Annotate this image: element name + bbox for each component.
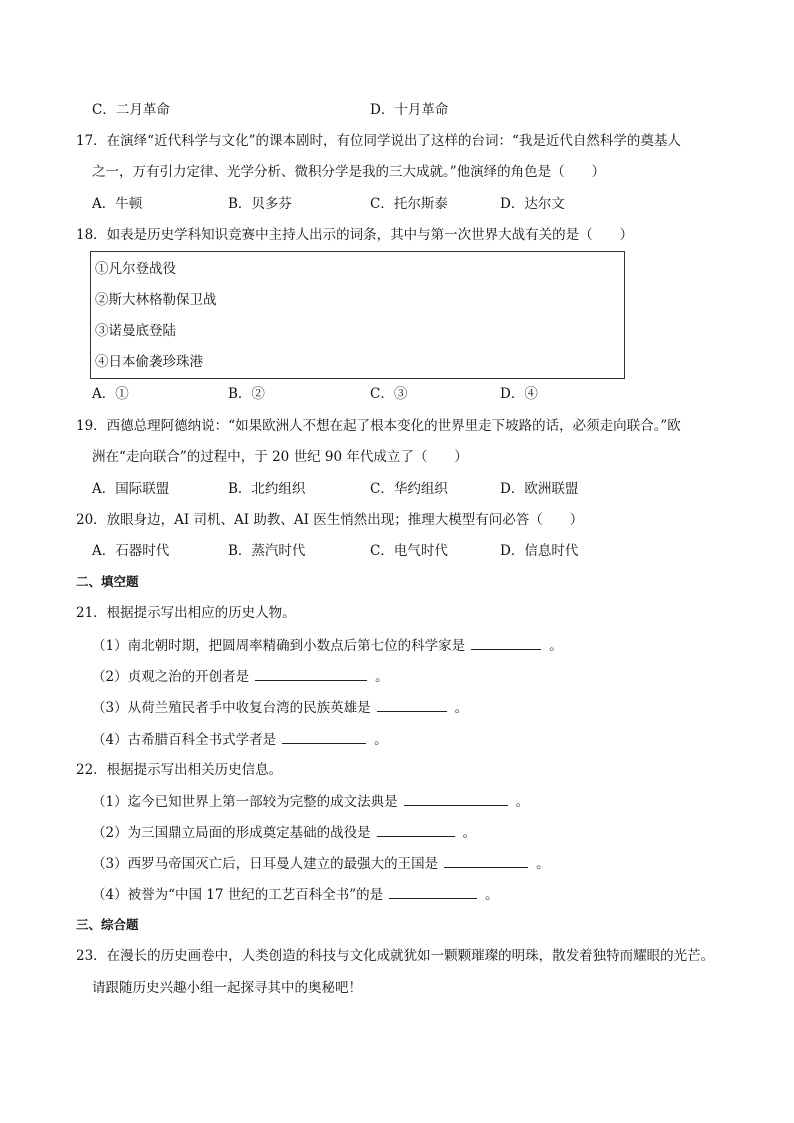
q17-option-d: D．达尔文 [500, 196, 565, 212]
q17-stem-line2: 之一，万有引力定律、光学分析、微积分学是我的三大成就。”他演绎的角色是（ ） [92, 164, 606, 180]
q19-option-a: A．国际联盟 [92, 481, 170, 497]
q20-option-b: B．蒸汽时代 [228, 543, 306, 559]
q18-stem: 18．如表是历史学科知识竞赛中主持人出示的词条，其中与第一次世界大战有关的是（ ） [76, 227, 634, 243]
q17-stem-line1: 17．在演绎“近代科学与文化”的课本剧时，有位同学说出了这样的台词：“我是近代自然科学的奠基人 [76, 133, 681, 149]
q21-item-1-text: （1）南北朝时期，把圆周率精确到小数点后第七位的科学家是 [92, 638, 466, 654]
q22-item-4-text: （4）被誉为“中国 17 世纪的工艺百科全书”的是 [92, 887, 384, 903]
q18-term-table [90, 251, 625, 379]
q20-option-d: D．信息时代 [500, 543, 579, 559]
q22-item-1-end: 。 [515, 794, 530, 810]
q21-item-4-text: （4）古希腊百科全书式学者是 [92, 732, 277, 748]
q22-item-2 [92, 822, 476, 843]
q18-option-d: D．④ [500, 386, 538, 402]
q17-option-a: A．牛顿 [92, 196, 143, 212]
q17-option-b: B．贝多芬 [228, 196, 292, 212]
section-heading-fill-in: 二、填空题 [76, 574, 139, 589]
q23-stem-line2: 请跟随历史兴趣小组一起探寻其中的奥秘吧！ [92, 980, 362, 996]
q22-item-2-text: （2）为三国鼎立局面的形成奠定基础的战役是 [92, 825, 371, 841]
q22-item-3-end: 。 [536, 856, 550, 872]
q18-term-1: ①凡尔登战役 [95, 261, 176, 277]
answer-blank[interactable] [389, 884, 477, 899]
q18-term-2: ②斯大林格勒保卫战 [95, 292, 217, 308]
q21-item-4-end: 。 [374, 732, 388, 748]
q22-item-4-end: 。 [485, 887, 499, 903]
q21-item-3-end: 。 [454, 700, 469, 716]
q21-item-2-text: （2）贞观之治的开创者是 [92, 669, 250, 685]
q21-item-2-end: 。 [375, 669, 389, 685]
q21-item-4 [92, 729, 388, 750]
q16-option-d: D．十月革命 [370, 102, 449, 118]
q18-term-3: ③诺曼底登陆 [95, 323, 176, 339]
answer-blank[interactable] [282, 729, 366, 744]
q16-option-c: C．二月革命 [92, 102, 170, 118]
q21-stem: 21．根据提示写出相应的历史人物。 [76, 605, 296, 621]
q20-option-a: A．石器时代 [92, 543, 170, 559]
q21-item-3-text: （3）从荷兰殖民者手中收复台湾的民族英雄是 [92, 700, 371, 716]
q20-stem: 20．放眼身边，AI 司机、AI 助教、AI 医生悄然出现；推理大模型有问必答（ ） [76, 512, 584, 528]
answer-blank[interactable] [471, 635, 541, 650]
q23-stem-line1: 23．在漫长的历史画卷中，人类创造的科技与文化成就犹如一颗颗璀璨的明珠，散发着独特而耀眼的光芒。 [76, 948, 715, 964]
answer-blank[interactable] [444, 853, 528, 868]
q21-item-3 [92, 697, 468, 718]
answer-blank[interactable] [404, 791, 508, 806]
q18-option-b: B．② [228, 386, 265, 402]
q22-item-1-text: （1）迄今已知世界上第一部较为完整的成文法典是 [92, 794, 398, 810]
q18-option-c: C．③ [370, 386, 408, 402]
q19-option-c: C．华约组织 [370, 481, 448, 497]
q21-item-1-end: 。 [549, 638, 563, 654]
q17-option-c: C．托尔斯泰 [370, 196, 448, 212]
q21-item-1 [92, 635, 563, 656]
q22-item-4 [92, 884, 499, 905]
q22-item-3 [92, 853, 550, 874]
q22-item-1 [92, 791, 529, 812]
q20-option-c: C．电气时代 [370, 543, 448, 559]
answer-blank[interactable] [377, 697, 447, 712]
answer-blank[interactable] [255, 666, 367, 681]
q19-stem-line1: 19．西德总理阿德纳说：“如果欧洲人不想在起了根本变化的世界里走下坡路的话，必须走向联合。”欧 [76, 418, 681, 434]
q22-item-2-end: 。 [462, 825, 477, 841]
q22-item-3-text: （3）西罗马帝国灭亡后，日耳曼人建立的最强大的王国是 [92, 856, 439, 872]
q19-option-d: D．欧洲联盟 [500, 481, 579, 497]
q22-stem: 22．根据提示写出相关历史信息。 [76, 762, 283, 778]
q18-option-a: A．① [92, 386, 129, 402]
answer-blank[interactable] [377, 822, 455, 837]
section-heading-comprehensive: 三、综合题 [76, 917, 139, 932]
q19-option-b: B．北约组织 [228, 481, 306, 497]
q19-stem-line2: 洲在“走向联合”的过程中，于 20 世纪 90 年代成立了（ ） [92, 449, 468, 465]
q18-term-4: ④日本偷袭珍珠港 [95, 354, 203, 370]
q21-item-2 [92, 666, 389, 687]
